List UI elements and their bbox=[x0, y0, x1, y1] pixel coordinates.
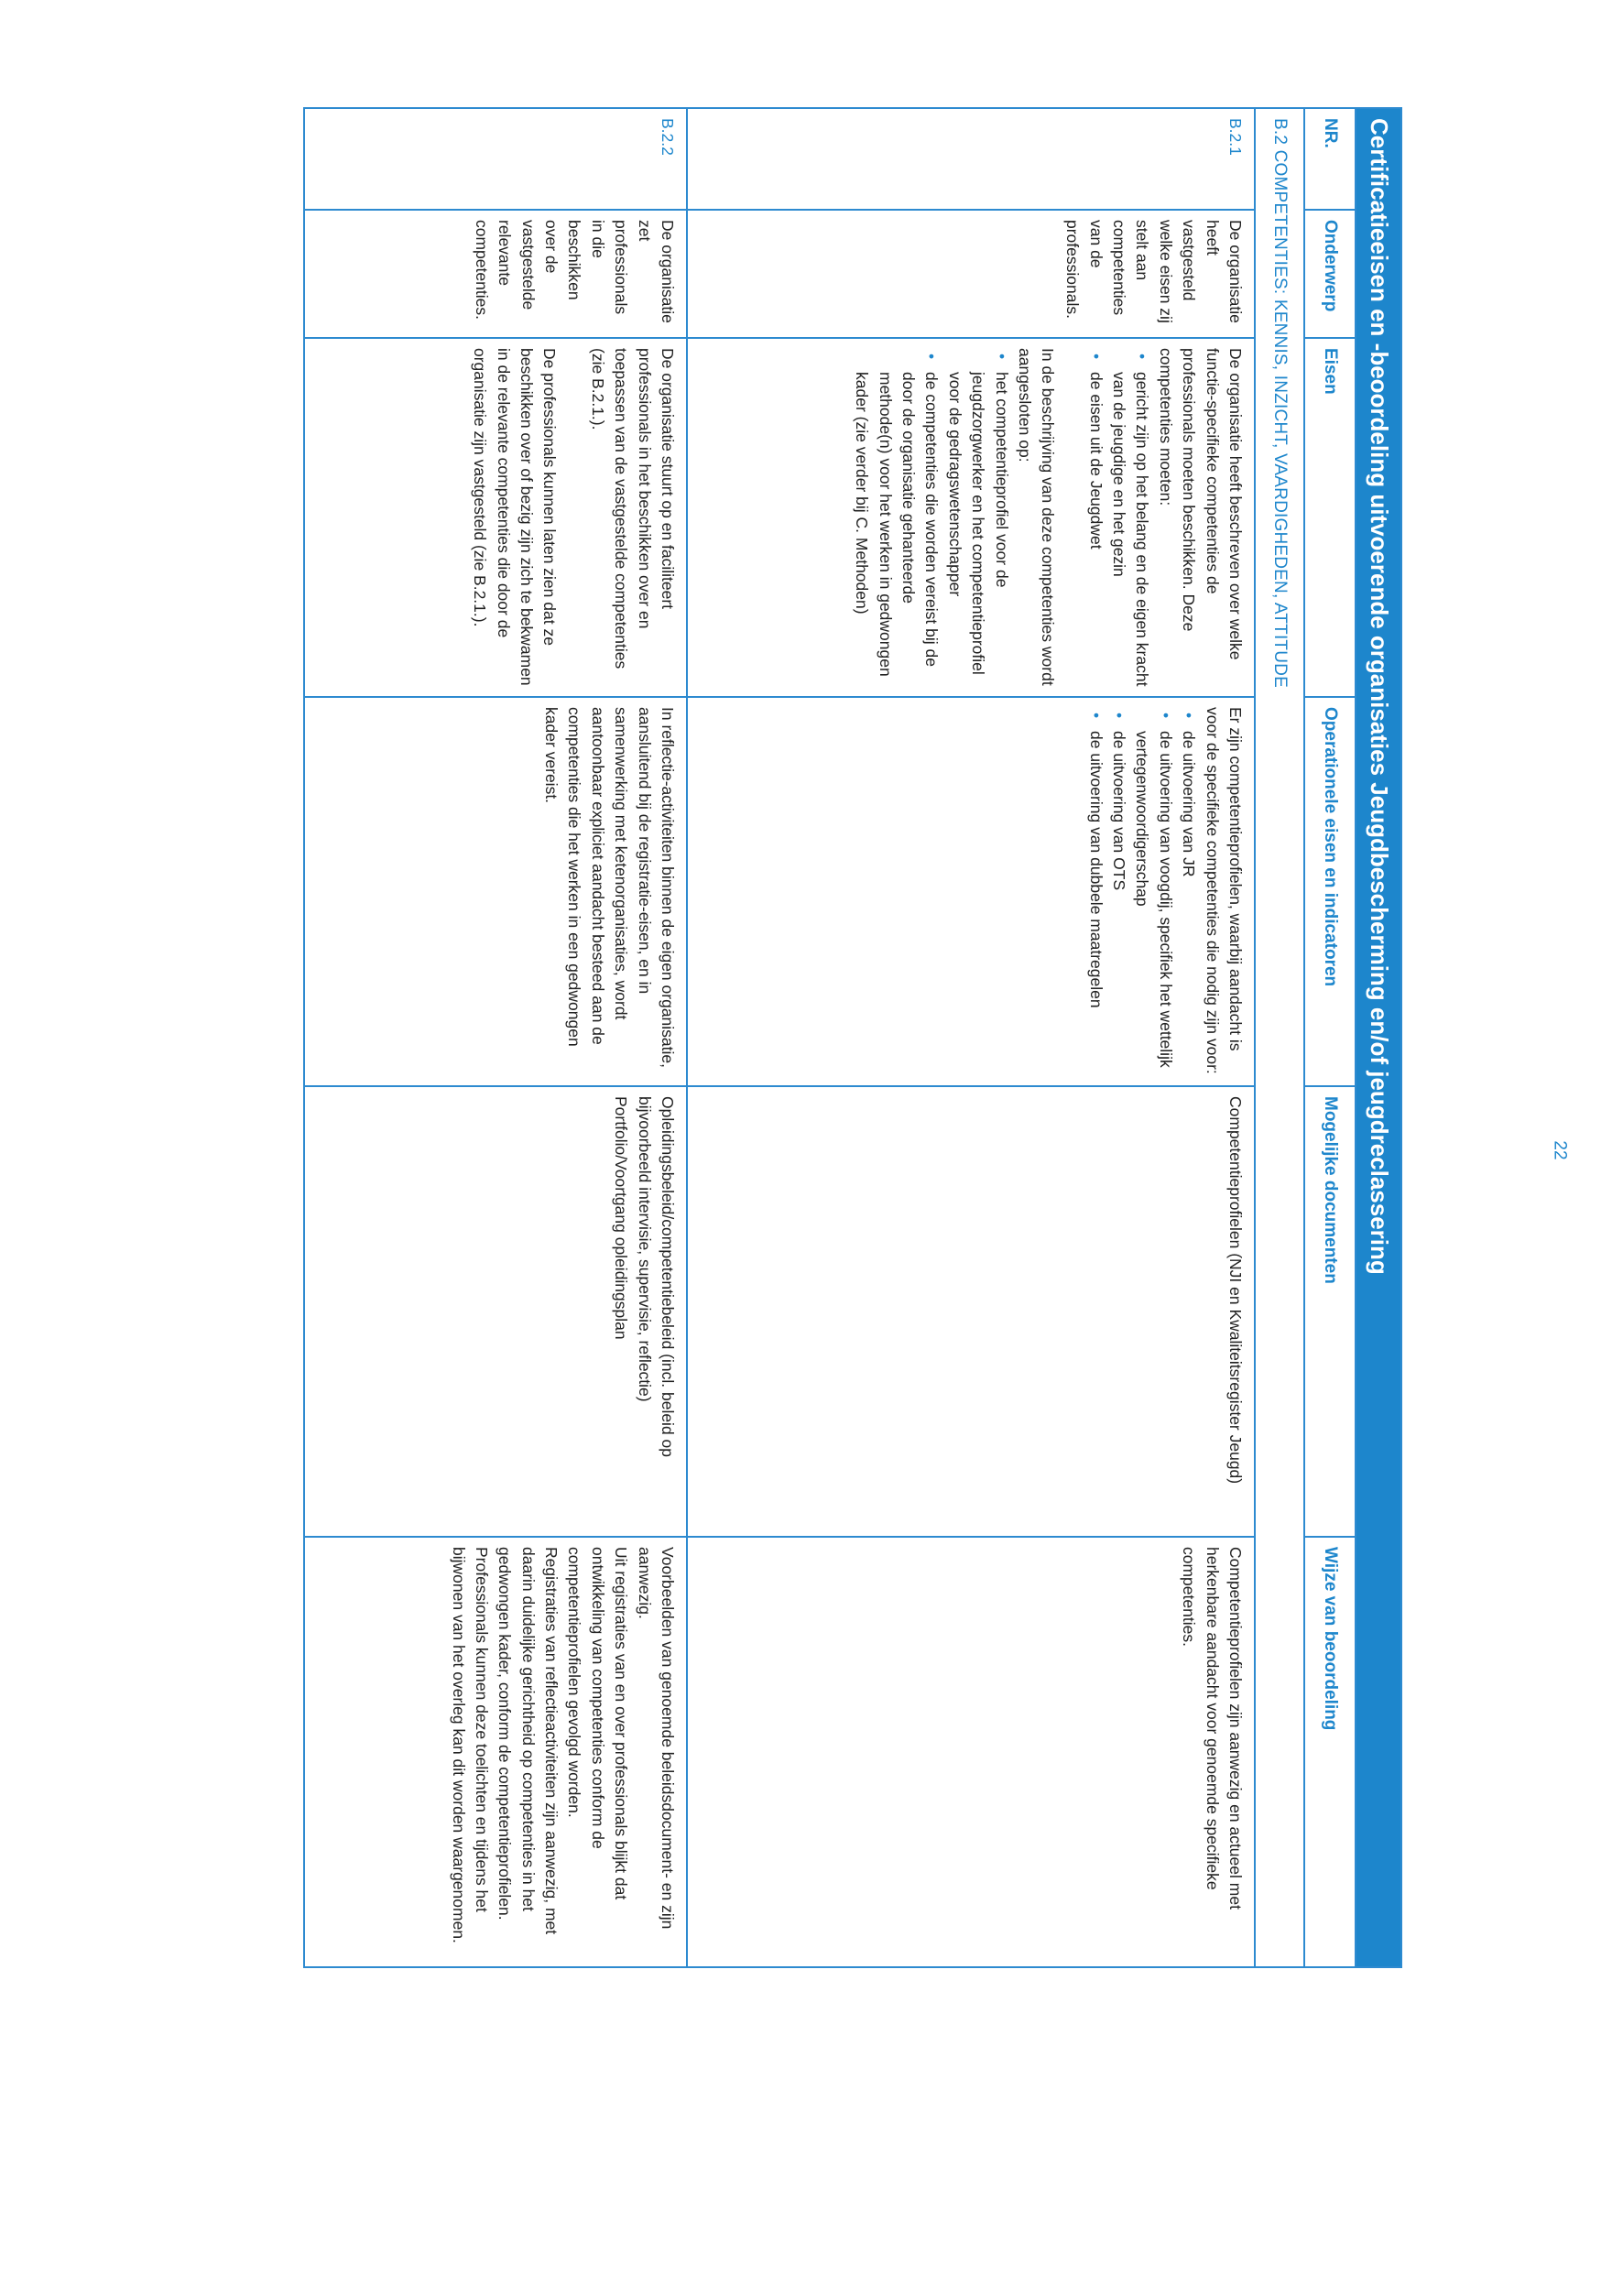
row-number: B.2.1 bbox=[687, 108, 1255, 210]
cell-eisen bbox=[304, 338, 687, 697]
cell-eisen bbox=[687, 338, 1255, 697]
row-number: B.2.2 bbox=[304, 108, 687, 210]
beoordeling-p1: Voorbeelden van genoemde beleidsdocument- en zijn aanwezig. bbox=[635, 1547, 677, 1930]
documenten-p1: Opleidingsbeleid/competentiebeleid (incl. beleid op bijvoorbeeld intervisie, supervisie, reflectie) bbox=[635, 1096, 677, 1458]
table-title-row bbox=[1356, 108, 1401, 1967]
cell-operationele bbox=[687, 697, 1255, 1086]
list-item: • de competenties die worden vereist bij de door de organisatie gehanteerde methode(n) voor het werken in gedwongen kader (zie verder bij C. Methoden) bbox=[850, 372, 943, 687]
eisen-p2: De professionals kunnen laten zien dat ze beschikken over of bezig zijn zich te bekwamen in de relevante competenties die door de organisatie zijn vastgesteld (zie B.2.1.). bbox=[471, 348, 560, 686]
cell-operationele: In reflectie-activiteiten binnen de eigen organisatie, aansluitend bij de registratie-eisen, en in samenwerking met ketenorganisaties, wordt aantoonbaar expliciet aandacht besteed aan de competenties die het werken in een gedwongen kader vereist. bbox=[304, 697, 687, 1086]
beoordeling-p2: Uit registraties van en over professionals blijkt dat ontwikkeling van competenties conform de competentieprofielen gevolgd worden. bbox=[565, 1547, 631, 1900]
header-operationele: Operationele eisen en indicatoren bbox=[1304, 697, 1356, 1086]
list-item: • het competentieprofiel voor de jeugdzorgwerker en het competentieprofiel voor de gedragswetenschapper bbox=[943, 372, 1013, 687]
table-row bbox=[304, 108, 687, 1967]
section-row bbox=[1255, 108, 1304, 1967]
header-nr: NR. bbox=[1304, 108, 1356, 210]
cell-onderwerp: De organisatie zet professionals in die beschikken over de vastgestelde relevante competenties. bbox=[304, 210, 687, 338]
list-item: • de uitvoering van OTS bbox=[1107, 731, 1130, 1076]
page-number: 22 bbox=[1550, 1140, 1570, 1160]
list-item: • de eisen uit de Jeugdwet bbox=[1084, 372, 1106, 687]
eisen-intro: De organisatie heeft beschreven over welke functie-specifieke competenties de professionals moeten beschikken. Deze competenties moeten: bbox=[1156, 348, 1245, 660]
rotated-page-content bbox=[303, 107, 1402, 1966]
header-beoordeling: Wijze van beoordeling bbox=[1304, 1537, 1356, 1967]
certification-table bbox=[303, 107, 1402, 1968]
table-row bbox=[687, 108, 1255, 1967]
list-item: • de uitvoering van JR bbox=[1177, 731, 1200, 1076]
cell-beoordeling: Competentieprofielen zijn aanwezig en actueel met herkenbare aandacht voor genoemde specifieke competenties. bbox=[687, 1537, 1255, 1967]
cell-onderwerp: De organisatie heeft vastgesteld welke eisen zij stelt aan competenties van de professionals. bbox=[687, 210, 1255, 338]
eisen-bullets-1 bbox=[1084, 348, 1153, 687]
cell-documenten: Competentieprofielen (NJI en Kwaliteitsregister Jeugd) bbox=[687, 1086, 1255, 1537]
header-onderwerp: Onderwerp bbox=[1304, 210, 1356, 338]
operationele-bullets bbox=[1084, 707, 1200, 1076]
cell-documenten bbox=[304, 1086, 687, 1537]
operationele-intro: Er zijn competentieprofielen, waarbij aandacht is voor de specifieke competenties die nodig zijn voor: bbox=[1203, 707, 1245, 1074]
eisen-p1: De organisatie stuurt op en faciliteert professionals in het beschikken over en toepassen van de vastgestelde competenties (zie B.2.1.). bbox=[588, 348, 677, 669]
list-item: • gericht zijn op het belang en de eigen kracht van de jeugdige en het gezin bbox=[1107, 372, 1154, 687]
cell-beoordeling bbox=[304, 1537, 687, 1967]
table-header-row bbox=[1304, 108, 1356, 1967]
section-title: B.2 COMPETENTIES: KENNIS, INZICHT, VAARDIGHEDEN, ATTITUDE bbox=[1255, 108, 1304, 1967]
table-title: Certificatieeisen en -beoordeling uitvoerende organisaties Jeugdbescherming en/of jeugdreclassering bbox=[1356, 108, 1401, 1967]
beoordeling-p3: Registraties van reflectieactiviteiten zijn aanwezig, met daarin duidelijke gerichtheid op competenties in het gedwongen kader, conform de competentieprofielen. bbox=[496, 1547, 561, 1935]
beoordeling-p4: Professionals kunnen deze toelichten en tijdens het bijwonen van het overleg kan dit worden waargenomen. bbox=[449, 1547, 491, 1943]
documenten-p2: Portfolio/Voortgang opleidingsplan bbox=[612, 1096, 631, 1340]
eisen-intro-2: In de beschrijving van deze competenties wordt aangesloten op: bbox=[1016, 348, 1058, 686]
header-documenten: Mogelijke documenten bbox=[1304, 1086, 1356, 1537]
list-item: • de uitvoering van voogdij, specifiek het wettelijk vertegenwoordigerschap bbox=[1130, 731, 1177, 1076]
header-eisen: Eisen bbox=[1304, 338, 1356, 697]
list-item: • de uitvoering van dubbele maatregelen bbox=[1084, 731, 1106, 1076]
eisen-bullets-2 bbox=[850, 348, 1013, 687]
